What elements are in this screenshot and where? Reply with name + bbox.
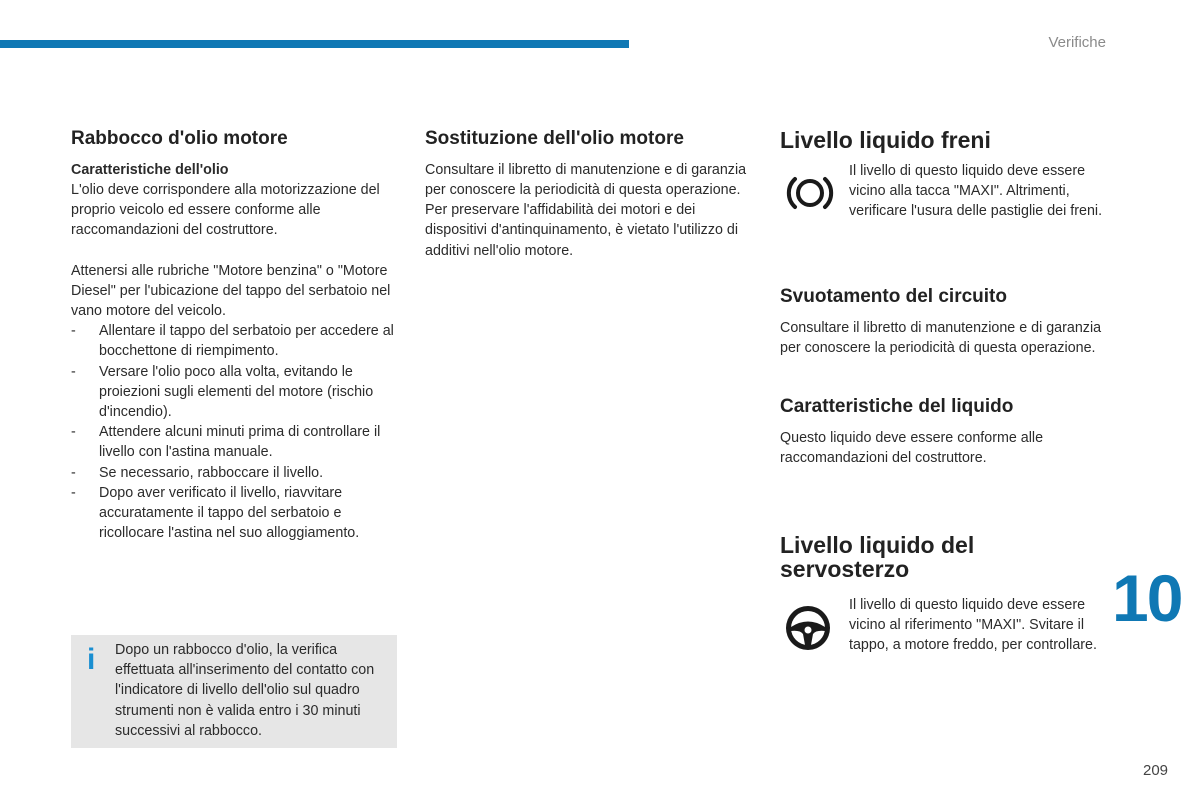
oil-characteristics-text: L'olio deve corrispondere alla motorizzazione del proprio veicolo ed essere conforme alle raccomandazioni del costruttore.: [71, 182, 380, 239]
list-item: - Versare l'olio poco alla volta, evitando le proiezioni sugli elementi del motore (rischio d'incendio).: [71, 363, 374, 421]
chapter-number: 10: [1112, 561, 1182, 635]
oil-location-text: Attenersi alle rubriche "Motore benzina" o "Motore Diesel" per l'ubicazione del tappo del serbatoio nel vano motore del veicolo.: [71, 262, 391, 320]
oil-change-text-1: Consultare il libretto di manutenzione e di garanzia per conoscere la periodicità di questa operazione.: [425, 161, 747, 199]
fluid-characteristics-heading: Caratteristiche del liquido: [780, 396, 1014, 417]
list-item: - Dopo aver verificato il livello, riavvitare accuratamente il tappo del serbatoio e ricollocare l'astina nel suo alloggiamento.: [71, 484, 360, 542]
oil-topup-heading: Rabbocco d'olio motore: [71, 128, 288, 149]
list-item: - Se necessario, rabboccare il livello.: [71, 464, 324, 481]
page-number: 209: [1143, 762, 1169, 779]
list-item: - Attendere alcuni minuti prima di controllare il livello con l'astina manuale.: [71, 424, 381, 461]
power-steering-text: Il livello di questo liquido deve essere vicino al riferimento "MAXI". Svitare il tappo, a motore freddo, per controllare.: [849, 597, 1097, 654]
fluid-characteristics-text: Questo liquido deve essere conforme alle raccomandazioni del costruttore.: [780, 429, 1044, 467]
section-title: Verifiche: [1048, 34, 1106, 51]
section-fluid-characteristics: [780, 396, 1120, 468]
oil-topup-steps: [71, 321, 401, 543]
brake-fluid-text: Il livello di questo liquido deve essere vicino alla tacca "MAXI". Altrimenti, verificare l'usura delle pastiglie dei freni.: [849, 163, 1103, 220]
section-circuit-drain: [780, 286, 1120, 358]
circuit-drain-heading: Svuotamento del circuito: [780, 286, 1007, 307]
column-oil-topup: [71, 128, 401, 544]
brake-warning-icon: [782, 165, 838, 221]
info-icon: i: [87, 643, 96, 676]
circuit-drain-text: Consultare il libretto di manutenzione e di garanzia per conoscere la periodicità di questa operazione.: [780, 319, 1102, 357]
header-bar: [0, 40, 629, 48]
steering-wheel-icon: [780, 600, 836, 656]
brake-fluid-heading: Livello liquido freni: [780, 127, 991, 153]
oil-characteristics-heading: Caratteristiche dell'olio: [71, 161, 229, 178]
column-oil-change: [425, 128, 755, 261]
power-steering-heading: Livello liquido del servosterzo: [780, 532, 975, 583]
info-note-text: Dopo un rabbocco d'olio, la verifica effettuata all'inserimento del contatto con l'indicatore di livello dell'olio sul quadro strumenti non è valida entro i 30 minuti successivi al rabbocco.: [115, 642, 375, 739]
oil-change-heading: Sostituzione dell'olio motore: [425, 128, 684, 149]
list-item: - Allentare il tappo del serbatoio per accedere al bocchettone di riempimento.: [71, 323, 394, 360]
info-note-box: [71, 635, 397, 748]
oil-change-text-2: Per preservare l'affidabilità dei motori e dei dispositivi d'antinquinamento, è vietato l'utilizzo di additivi nell'olio motore.: [425, 202, 739, 259]
